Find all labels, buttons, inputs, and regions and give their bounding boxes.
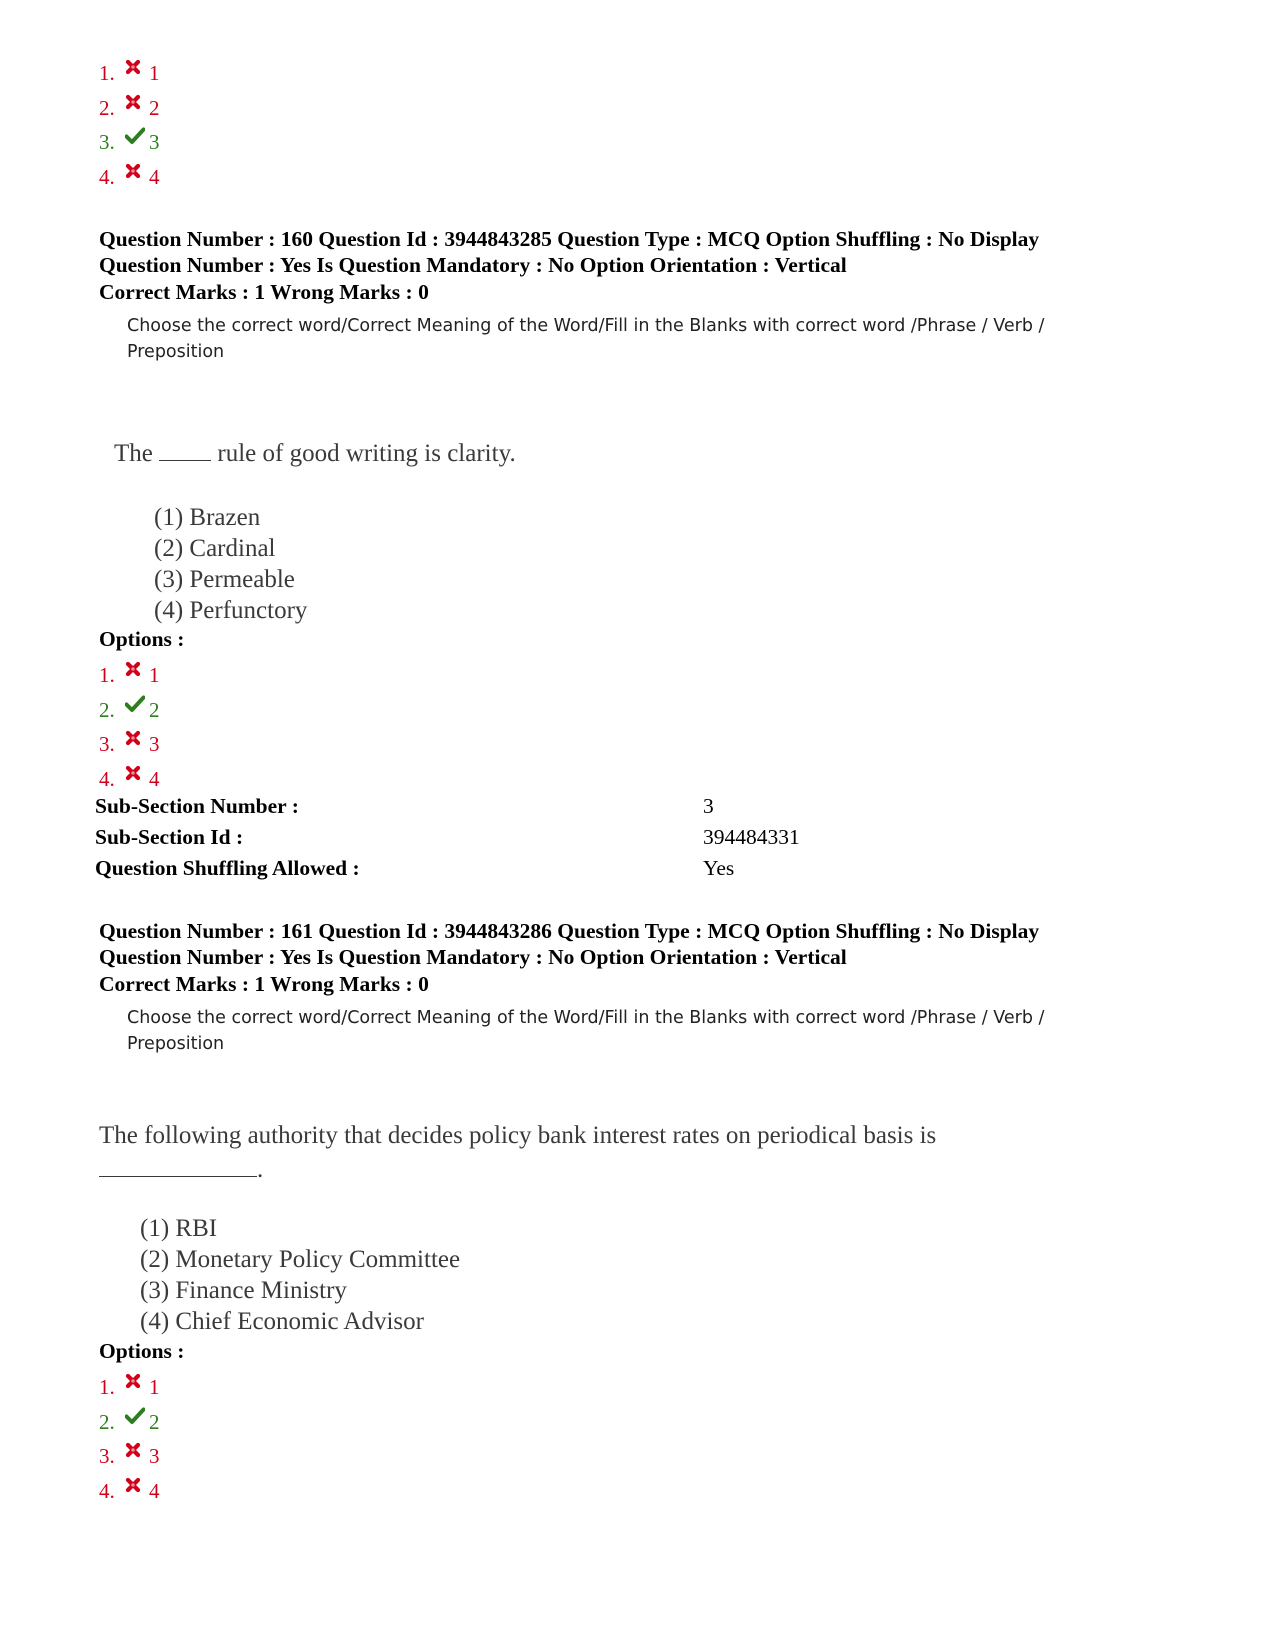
option-value: 3 xyxy=(149,130,160,155)
option-number: 1. xyxy=(99,1375,115,1400)
check-icon xyxy=(125,695,149,713)
subsection-number-value: 3 xyxy=(703,794,714,818)
option-value: 2 xyxy=(149,95,160,120)
question-shuffling-label: Question Shuffling Allowed : xyxy=(95,856,360,880)
option-value: 1 xyxy=(149,663,160,688)
cross-icon xyxy=(125,59,149,75)
option-number: 3. xyxy=(99,1444,115,1469)
q161-header-line1: Question Number : 161 Question Id : 3944843286 Question Type : MCQ Option Shuffling : No Display xyxy=(99,919,1040,943)
choice-item: (1) RBI xyxy=(140,1215,218,1242)
q161-instruction xyxy=(127,1005,1087,1057)
q161-choices xyxy=(140,1213,460,1337)
q160-instruction-line2: Preposition xyxy=(127,342,225,362)
cross-icon xyxy=(125,1442,149,1458)
q160-instruction-line1: Choose the correct word/Correct Meaning of the Word/Fill in the Blanks with correct word /Phrase / Verb / xyxy=(127,316,1045,336)
option-number: 3. xyxy=(99,732,115,757)
cross-icon xyxy=(125,1477,149,1493)
top-options-list xyxy=(99,56,160,194)
q161-instruction-line2: Preposition xyxy=(127,1034,225,1054)
q160-options-list xyxy=(99,658,160,796)
option-number: 2. xyxy=(99,95,115,120)
option-value: 1 xyxy=(149,61,160,86)
q160-choices xyxy=(154,502,307,626)
q160-options-label: Options : xyxy=(99,627,185,651)
subsection-id-value: 394484331 xyxy=(703,825,800,849)
option-value: 4 xyxy=(149,766,160,791)
answer-blank xyxy=(159,440,211,461)
q161-header xyxy=(99,918,1039,970)
check-icon xyxy=(125,1407,149,1425)
option-item xyxy=(99,658,160,693)
check-icon xyxy=(125,127,149,145)
subsection-id-row xyxy=(95,825,995,855)
option-item xyxy=(99,1474,160,1509)
option-number: 4. xyxy=(99,164,115,189)
option-item xyxy=(99,1405,160,1440)
choice-item: (4) Chief Economic Advisor xyxy=(140,1308,424,1335)
option-value: 3 xyxy=(149,1444,160,1469)
option-number: 3. xyxy=(99,130,115,155)
cross-icon xyxy=(125,765,149,781)
option-number: 4. xyxy=(99,1478,115,1503)
choice-item: (2) Cardinal xyxy=(154,535,276,562)
q160-marks: Correct Marks : 1 Wrong Marks : 0 xyxy=(99,280,429,304)
question-shuffling-row xyxy=(95,856,995,886)
q161-question-end: . xyxy=(257,1156,264,1183)
option-item xyxy=(99,56,160,91)
q160-header-line1: Question Number : 160 Question Id : 3944843285 Question Type : MCQ Option Shuffling : No Display xyxy=(99,227,1040,251)
answer-blank xyxy=(99,1156,257,1177)
choice-item: (3) Permeable xyxy=(154,566,295,593)
q161-question-line1: The following authority that decides policy bank interest rates on periodical basis is xyxy=(99,1122,937,1149)
option-number: 1. xyxy=(99,663,115,688)
option-item xyxy=(99,727,160,762)
q160-instruction xyxy=(127,313,1087,365)
option-value: 1 xyxy=(149,1375,160,1400)
option-item xyxy=(99,762,160,797)
cross-icon xyxy=(125,730,149,746)
option-item xyxy=(99,1370,160,1405)
option-item xyxy=(99,160,160,195)
option-value: 4 xyxy=(149,1478,160,1503)
choice-item: (3) Finance Ministry xyxy=(140,1277,347,1304)
q160-question-before: The xyxy=(114,440,153,467)
cross-icon xyxy=(125,1373,149,1389)
option-number: 4. xyxy=(99,766,115,791)
subsection-id-label: Sub-Section Id : xyxy=(95,825,244,849)
choice-item: (1) Brazen xyxy=(154,504,261,531)
q161-options-list xyxy=(99,1370,160,1508)
cross-icon xyxy=(125,163,149,179)
option-item xyxy=(99,1439,160,1474)
option-item xyxy=(99,125,160,160)
q161-question-line2 xyxy=(99,1156,263,1184)
subsection-number-label: Sub-Section Number : xyxy=(95,794,299,818)
option-value: 2 xyxy=(149,1409,160,1434)
q161-options-label: Options : xyxy=(99,1339,185,1363)
cross-icon xyxy=(125,94,149,110)
q160-header-line2: Question Number : Yes Is Question Mandatory : No Option Orientation : Vertical xyxy=(99,253,847,277)
q160-question-after: rule of good writing is clarity. xyxy=(217,440,516,467)
choice-item: (2) Monetary Policy Committee xyxy=(140,1246,461,1273)
q160-header xyxy=(99,226,1039,278)
option-value: 4 xyxy=(149,164,160,189)
choice-item: (4) Perfunctory xyxy=(154,597,308,624)
option-value: 3 xyxy=(149,732,160,757)
q160-question-text xyxy=(114,440,516,468)
subsection-number-row xyxy=(95,794,995,824)
q161-instruction-line1: Choose the correct word/Correct Meaning of the Word/Fill in the Blanks with correct word /Phrase / Verb / xyxy=(127,1008,1045,1028)
cross-icon xyxy=(125,661,149,677)
option-number: 2. xyxy=(99,1409,115,1434)
option-number: 1. xyxy=(99,61,115,86)
q161-header-line2: Question Number : Yes Is Question Mandatory : No Option Orientation : Vertical xyxy=(99,945,847,969)
option-item xyxy=(99,693,160,728)
option-value: 2 xyxy=(149,697,160,722)
question-shuffling-value: Yes xyxy=(703,856,735,880)
q161-marks: Correct Marks : 1 Wrong Marks : 0 xyxy=(99,972,429,996)
option-number: 2. xyxy=(99,697,115,722)
option-item xyxy=(99,91,160,126)
